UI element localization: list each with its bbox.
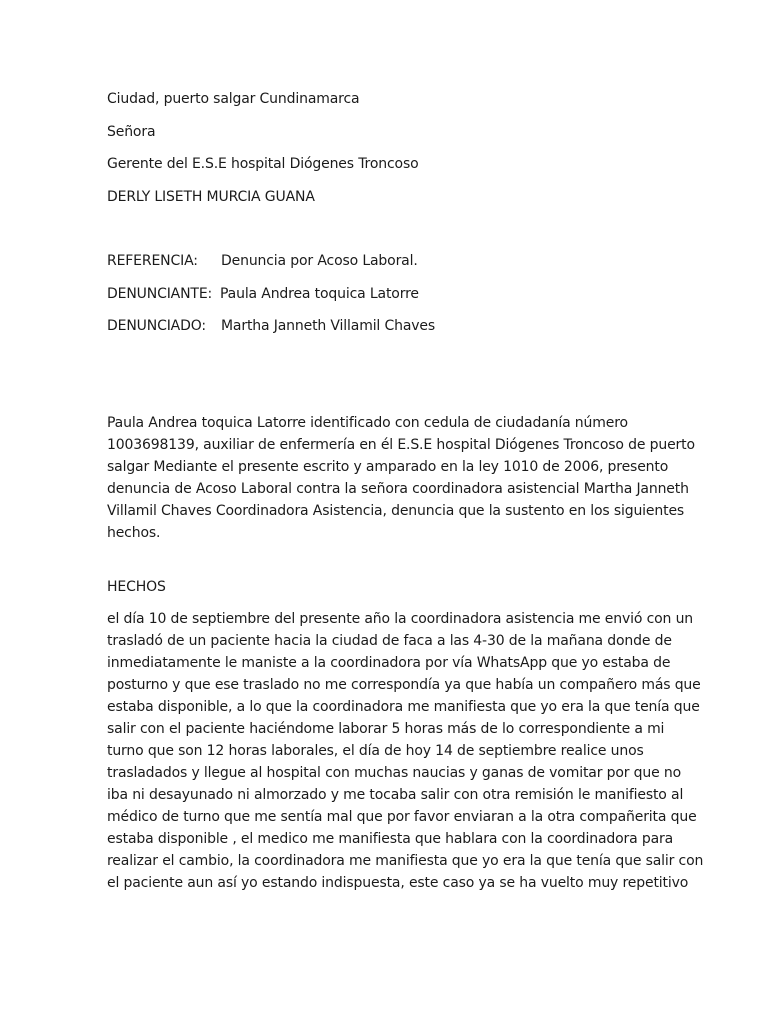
hechos-line: salir con el paciente haciéndome laborar 5 horas más de lo correspondiente a mi [107, 721, 665, 737]
hechos-line: médico de turno que me sentía mal que por favor enviaran a la otra compañerita que [107, 809, 697, 825]
intro-line: hechos. [107, 524, 161, 541]
hechos-line: trasladó de un paciente hacia la ciudad de faca a las 4-30 de la mañana donde de [107, 633, 672, 649]
hechos-heading: HECHOS [107, 578, 166, 595]
denunciante-label: DENUNCIANTE: [107, 285, 213, 302]
salutation-line: Señora [107, 123, 156, 140]
hechos-line: el día 10 de septiembre del presente año la coordinadora asistencia me envió con un [107, 611, 694, 627]
hechos-line: estaba disponible, a lo que la coordinadora me manifiesta que yo era la que tenía que [107, 699, 700, 715]
intro-line: Paula Andrea toquica Latorre identificado con cedula de ciudadanía número [107, 414, 628, 431]
hechos-line: el paciente aun así yo estando indispuesta, este caso ya se ha vuelto muy repetitivo [107, 875, 689, 891]
hechos-line: posturno y que ese traslado no me correspondía ya que había un compañero más que [107, 677, 701, 693]
city-line: Ciudad, puerto salgar Cundinamarca [107, 91, 360, 107]
hechos-line: turno que son 12 horas laborales, el día de hoy 14 de septiembre realice unos [107, 743, 644, 759]
document-page [107, 88, 704, 894]
spacer [107, 544, 667, 576]
hechos-line: inmediatamente le maniste a la coordinadora por vía WhatsApp que yo estaba de [107, 655, 671, 671]
intro-line: Villamil Chaves Coordinadora Asistencia, denuncia que la sustento en los siguientes [107, 502, 685, 519]
hechos-paragraph [107, 608, 704, 894]
denunciado-label: DENUNCIADO: [107, 318, 206, 334]
hechos-line: trasladados y llegue al hospital con muchas naucias y ganas de vomitar por que no [107, 765, 682, 781]
denunciante-value: Paula Andrea toquica Latorre [220, 285, 419, 302]
intro-line: salgar Mediante el presente escrito y amparado en la ley 1010 de 2006, presento [107, 458, 669, 475]
position-line: Gerente del E.S.E hospital Diógenes Troncoso [107, 156, 419, 172]
denunciante-row [107, 283, 667, 305]
referencia-label: REFERENCIA: [107, 253, 198, 269]
spacer [107, 348, 667, 412]
denunciado-row [107, 315, 667, 337]
referencia-value: Denuncia por Acoso Laboral. [221, 253, 418, 269]
hechos-line: iba ni desayunado ni almorzado y me tocaba salir con otra remisión le manifiesto al [107, 787, 684, 803]
intro-line: 1003698139, auxiliar de enfermería en él E.S.E hospital Diógenes Troncoso de puerto [107, 436, 695, 453]
intro-line: denuncia de Acoso Laboral contra la señora coordinadora asistencial Martha Janneth [107, 480, 689, 497]
referencia-row [107, 250, 667, 272]
intro-paragraph [107, 412, 695, 544]
hechos-line: realizar el cambio, la coordinadora me manifiesta que yo era la que tenía que salir con [107, 853, 704, 869]
recipient-name: DERLY LISETH MURCIA GUANA [107, 188, 315, 205]
denunciado-value: Martha Janneth Villamil Chaves [221, 318, 435, 334]
spacer [107, 218, 667, 250]
hechos-line: estaba disponible , el medico me manifiesta que hablara con la coordinadora para [107, 831, 674, 847]
